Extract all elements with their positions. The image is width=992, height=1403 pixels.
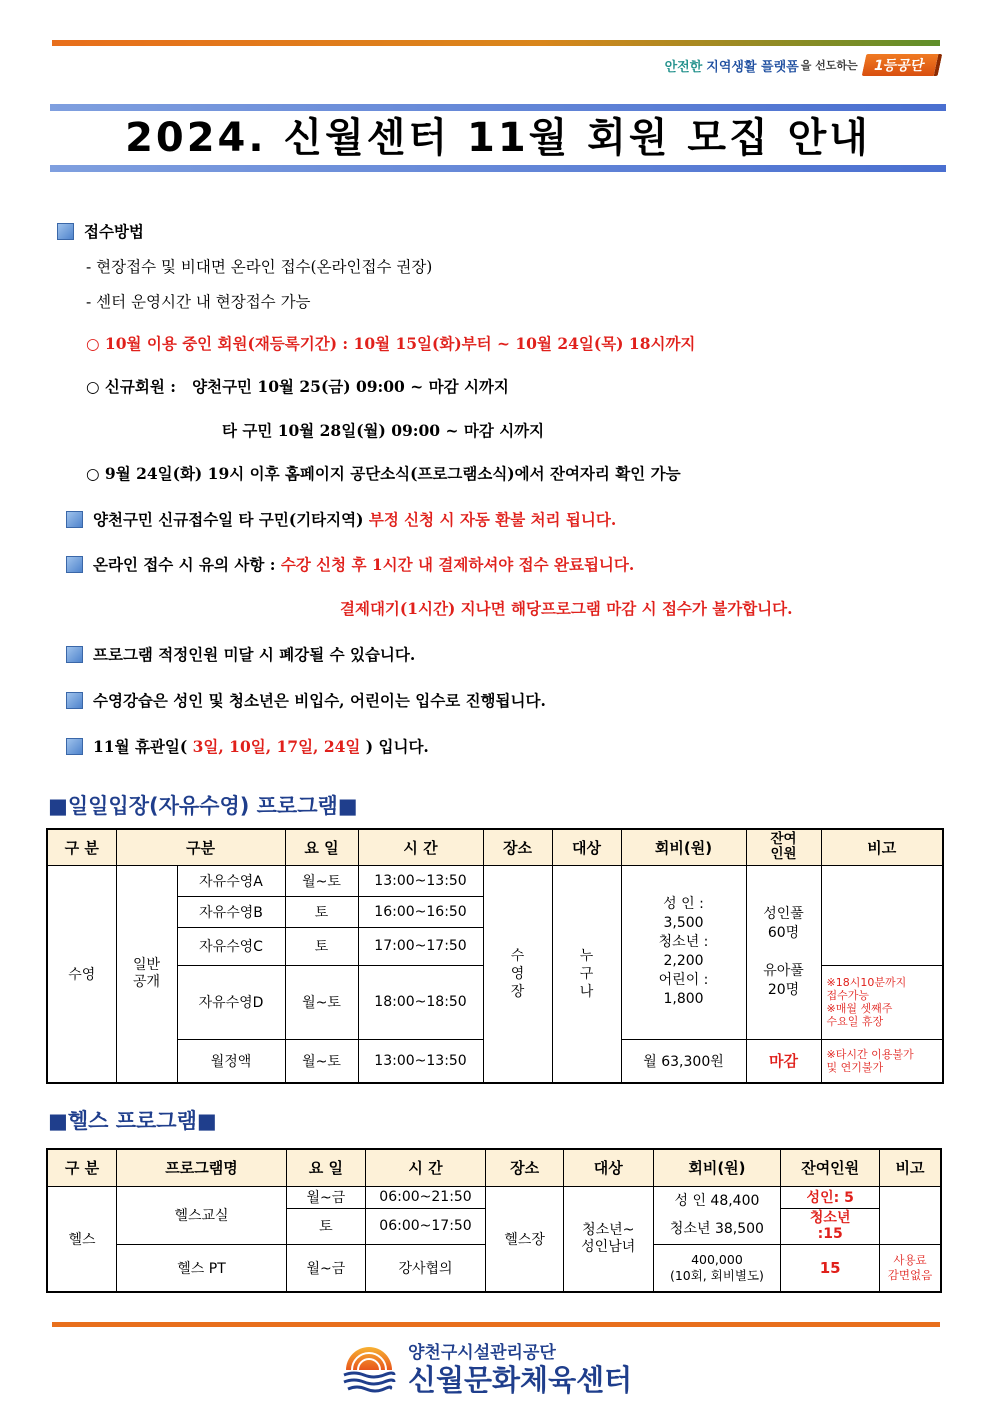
pt-remain: 15: [781, 1244, 880, 1292]
program-time: 17:00~17:50: [358, 927, 483, 965]
monthly-note: ※타시간 이용불가 및 연기불가: [821, 1039, 943, 1083]
health-place: 헬스장: [486, 1186, 564, 1292]
new-member-other: 타 구민 10월 28일(월) 09:00 ~ 마감 시까지: [222, 421, 545, 440]
online-notice-2: 결제대기(1시간) 지나면 해당프로그램 마감 시 접수가 불가합니다.: [340, 599, 793, 618]
category-cell: 수영: [47, 865, 116, 1083]
pt-note: 사용료 감면없음: [880, 1244, 941, 1292]
header-cell: 프로그램명: [116, 1149, 286, 1186]
program-name: 자유수영D: [177, 965, 285, 1039]
header-cell: 장소: [486, 1149, 564, 1186]
swim-table: [46, 828, 944, 1084]
program-day: 월~토: [285, 1039, 358, 1083]
title-band: [50, 104, 946, 172]
fee-youth: 청소년 38,500: [669, 1221, 764, 1237]
note-empty: [821, 865, 943, 965]
square-bullet-icon: [66, 692, 83, 709]
target-cell: 누 구 나: [552, 865, 621, 1083]
page-title: 2024. 신월센터 11월 회원 모집 안내: [125, 115, 871, 161]
square-bullet-icon: [66, 646, 83, 663]
class-time: 06:00~17:50: [365, 1208, 486, 1244]
health-section-heading: ■헬스 프로그램■: [48, 1109, 217, 1133]
footer: [340, 1334, 632, 1400]
header-cell: 잔여 인원: [746, 829, 821, 865]
header-cell: 회비(원): [653, 1149, 781, 1186]
refund-notice: 양천구민 신규접수일 타 구민(기타지역) 부정 신청 시 자동 환불 처리 됩니다.: [66, 508, 616, 530]
header-cell: 대상: [552, 829, 621, 865]
header-cell: 비고: [880, 1149, 941, 1186]
program-time: 16:00~16:50: [358, 896, 483, 927]
program-name: 자유수영A: [177, 865, 285, 896]
holiday-notice: 11월 휴관일( 3일, 10일, 17일, 24일 ) 입니다.: [66, 735, 429, 757]
health-category: 헬스: [47, 1186, 116, 1292]
health-fee: [653, 1186, 781, 1244]
slogan-badge: 1등공단: [861, 54, 942, 76]
org-name: 양천구시설관리공단: [408, 1342, 556, 1363]
remain-cell: 성인풀 60명 유아풀 20명: [746, 865, 821, 1039]
header-cell: 장소: [483, 829, 552, 865]
program-name: 자유수영B: [177, 896, 285, 927]
slogan: [665, 54, 940, 76]
fee-adult: 성 인 48,400: [674, 1193, 760, 1209]
header-cell: 요 일: [287, 1149, 366, 1186]
slogan-part3: 을 선도하는: [800, 59, 858, 72]
program-time: 13:00~13:50: [358, 865, 483, 896]
sun-wave-logo-icon: [340, 1338, 398, 1396]
center-name: 신월문화체육센터: [408, 1362, 633, 1397]
method-heading: 접수방법: [57, 220, 144, 242]
square-bullet-icon: [66, 511, 83, 528]
remaining-seats-info: ○ 9월 24일(화) 19시 이후 홈페이지 공단소식(프로그램소식)에서 잔여자리 확인 가능: [86, 464, 681, 483]
header-cell: 잔여인원: [781, 1149, 880, 1186]
program-day: 월~토: [285, 865, 358, 896]
subcategory-cell: 일반 공개: [116, 865, 177, 1083]
remain-youth: 청소년 :15: [781, 1208, 880, 1244]
note-cell: ※18시10분까지 접수가능 ※매월 셋째주 수요일 휴장: [821, 965, 943, 1039]
online-notice: 온라인 접수 시 유의 사항 : 수강 신청 후 1시간 내 결제하셔야 접수 완료됩니다.: [66, 553, 634, 575]
title-bar-top: [50, 104, 946, 111]
new-member-yangcheon: ○ 신규회원 : 양천구민 10월 25(금) 09:00 ~ 마감 시까지: [86, 377, 509, 396]
header-cell: 시 간: [358, 829, 483, 865]
cancel-notice: 프로그램 적정인원 미달 시 폐강될 수 있습니다.: [66, 643, 415, 665]
class-name: 헬스교실: [116, 1186, 286, 1244]
header-cell: 요 일: [285, 829, 358, 865]
pt-name: 헬스 PT: [116, 1244, 286, 1292]
program-time: 18:00~18:50: [358, 965, 483, 1039]
header-cell: 구 분: [47, 1149, 116, 1186]
place-cell: 수 영 장: [483, 865, 552, 1083]
program-day: 토: [285, 927, 358, 965]
fee-cell: 성 인 : 3,500 청소년 : 2,200 어린이 : 1,800: [621, 865, 746, 1039]
top-accent-bar: [52, 40, 940, 46]
footer-org: [408, 1338, 632, 1397]
method-line-2: - 센터 운영시간 내 현장접수 가능: [86, 293, 311, 311]
header-cell: 구분: [116, 829, 285, 865]
square-bullet-icon: [66, 556, 83, 573]
monthly-remain: 마감: [746, 1039, 821, 1083]
monthly-fee: 월 63,300원: [621, 1039, 746, 1083]
header-cell: 구 분: [47, 829, 116, 865]
class-day: 토: [287, 1208, 366, 1244]
pt-day: 월~금: [287, 1244, 366, 1292]
program-name: 월정액: [177, 1039, 285, 1083]
health-table: [46, 1148, 942, 1293]
header-cell: 대상: [563, 1149, 653, 1186]
swim-class-notice: 수영강습은 성인 및 청소년은 비입수, 어린이는 입수로 진행됩니다.: [66, 689, 546, 711]
method-line-1: - 현장접수 및 비대면 온라인 접수(온라인접수 권장): [86, 258, 433, 276]
header-cell: 시 간: [365, 1149, 486, 1186]
remain-adult: 성인: 5: [781, 1186, 880, 1208]
pt-time: 강사협의: [365, 1244, 486, 1292]
program-day: 토: [285, 896, 358, 927]
bottom-accent-bar: [52, 1322, 940, 1327]
header-cell: 회비(원): [621, 829, 746, 865]
slogan-part2: 지역생활 플랫폼: [706, 59, 799, 75]
class-time: 06:00~21:50: [365, 1186, 486, 1208]
health-note-empty: [880, 1186, 941, 1244]
swim-section-heading: ■일일입장(자유수영) 프로그램■: [48, 794, 358, 818]
class-day: 월~금: [287, 1186, 366, 1208]
square-bullet-icon: [57, 223, 74, 240]
square-bullet-icon: [66, 738, 83, 755]
program-name: 자유수영C: [177, 927, 285, 965]
existing-member-period: ○ 10월 이용 중인 회원(재등록기간) : 10월 15일(화)부터 ~ 10월 24일(목) 18시까지: [86, 334, 696, 353]
slogan-part1: 안전한: [664, 59, 703, 75]
program-time: 13:00~13:50: [358, 1039, 483, 1083]
health-target: 청소년~ 성인남녀: [563, 1186, 653, 1292]
program-day: 월~토: [285, 965, 358, 1039]
pt-fee: 400,000 (10회, 회비별도): [653, 1244, 781, 1292]
title-bar-bottom: [50, 165, 946, 172]
header-cell: 비고: [821, 829, 943, 865]
